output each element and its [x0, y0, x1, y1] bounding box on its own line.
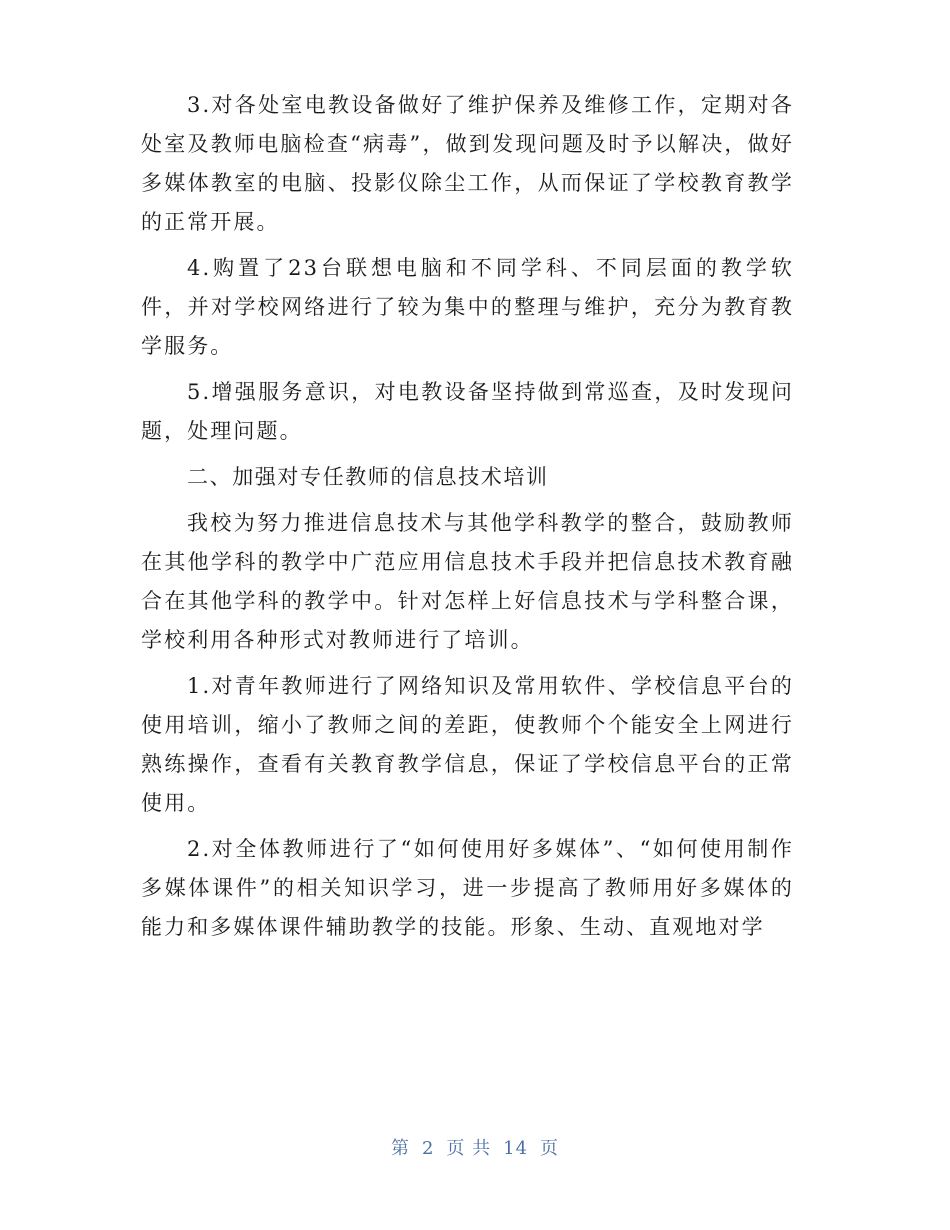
paragraph-item-4: 4.购置了23台联想电脑和不同学科、不同层面的教学软件，并对学校网络进行了较为集中的整理与维护，充分为教育教学服务。	[141, 256, 794, 358]
section-heading: 二、加强对专任教师的信息技术培训	[187, 465, 549, 489]
paragraph-item-2: 2.对全体教师进行了“如何使用好多媒体”、“如何使用制作多媒体课件”的相关知识学习，进一步提高了教师用好多媒体的能力和多媒体课件辅助教学的技能。形象、生动、直观地对学	[141, 837, 794, 939]
paragraph-item-3: 3.对各处室电教设备做好了维护保养及维修工作，定期对各处室及教师电脑检查“病毒”，做到发现问题及时予以解决，做好多媒体教室的电脑、投影仪除尘工作，从而保证了学校教育教学的正常开展。	[141, 93, 794, 234]
page-number-footer	[0, 1134, 950, 1160]
footer-total-pages: 14	[503, 1138, 529, 1159]
footer-current-page: 2	[421, 1138, 435, 1159]
paragraph-item-5: 5.增强服务意识，对电教设备坚持做到常巡查，及时发现问题，处理问题。	[141, 380, 794, 443]
paragraph-item-1: 1.对青年教师进行了网络知识及常用软件、学校信息平台的使用培训，缩小了教师之间的差距，使教师个个能安全上网进行熟练操作，查看有关教育教学信息，保证了学校信息平台的正常使用。	[141, 674, 794, 815]
document-body	[141, 86, 794, 954]
footer-suffix: 页	[540, 1138, 560, 1159]
footer-prefix: 第	[390, 1138, 410, 1159]
section-intro-paragraph: 我校为努力推进信息技术与其他学科教学的整合，鼓励教师在其他学科的教学中广范应用信息技术手段并把信息技术教育融合在其他学科的教学中。针对怎样上好信息技术与学科整合课，学校利用各种形式对教师进行了培训。	[141, 511, 794, 652]
footer-mid: 页 共	[446, 1138, 492, 1159]
